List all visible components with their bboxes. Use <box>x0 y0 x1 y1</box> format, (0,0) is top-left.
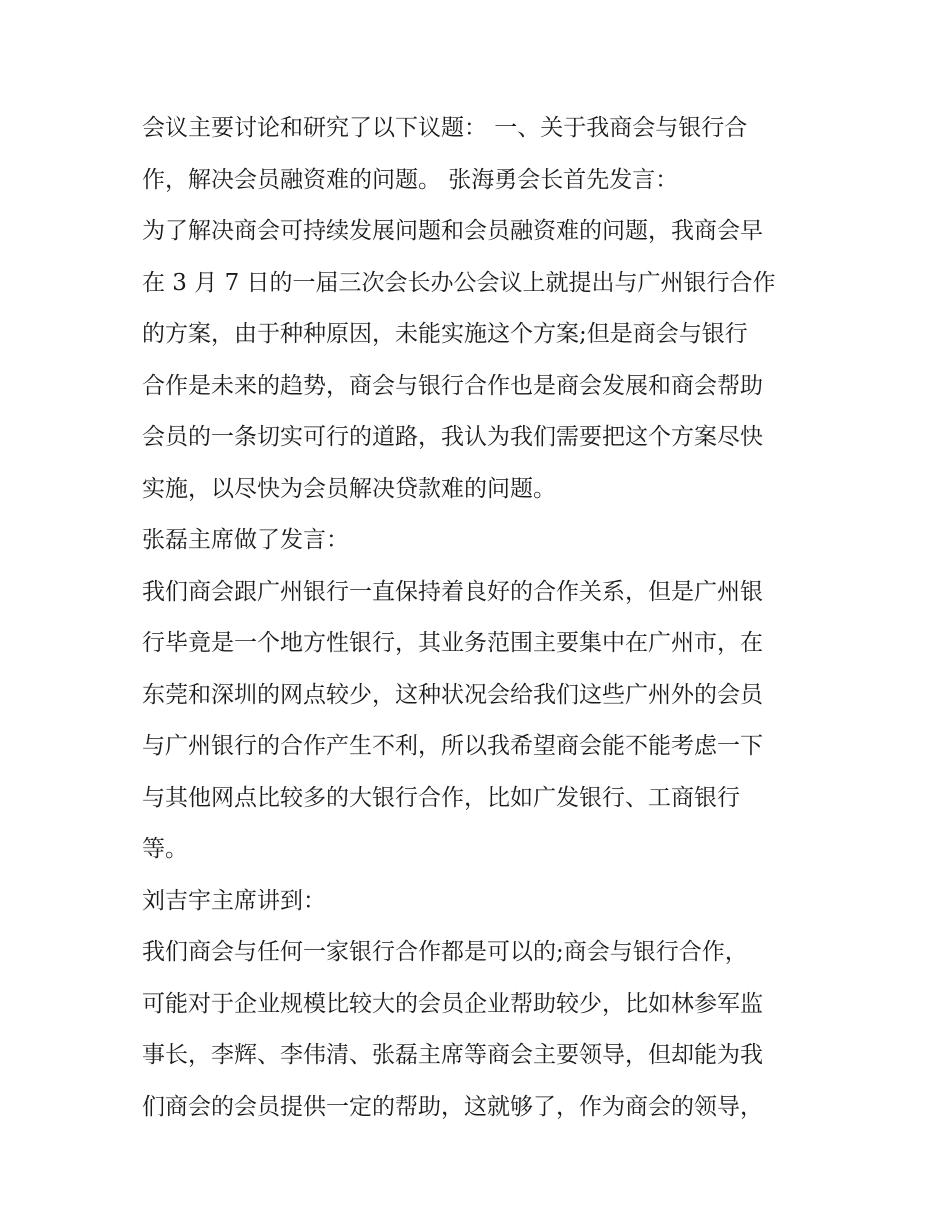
text-line: 等。 <box>142 836 188 862</box>
text-line: 我们商会与任何一家银行合作都是可以的;商会与银行合作， <box>142 939 748 965</box>
text-line: 的方案，由于种种原因，未能实施这个方案;但是商会与银行 <box>142 321 748 347</box>
speaker-heading: 张磊主席做了发言： <box>142 527 349 553</box>
text-line: 东莞和深圳的网点较少，这种状况会给我们这些广州外的会员 <box>142 681 763 708</box>
text-line: 与其他网点比较多的大银行合作，比如广发银行、工商银行 <box>142 784 740 811</box>
text-line: 会议主要讨论和研究了以下议题： 一、关于我商会与银行合 <box>142 115 748 141</box>
speaker-heading: 刘吉宇主席讲到： <box>142 887 326 914</box>
text-line: 们商会的会员提供一定的帮助，这就够了，作为商会的领导， <box>142 1093 763 1120</box>
text-line: 作，解决会员融资难的问题。 张海勇会长首先发言： <box>142 166 679 193</box>
document-body <box>142 103 822 1133</box>
text-line: 在 3 月 7 日的一届三次会长办公会议上就提出与广州银行合作 <box>142 269 776 296</box>
text-line: 会员的一条切实可行的道路，我认为我们需要把这个方案尽快 <box>142 424 763 450</box>
text-line: 我们商会跟广州银行一直保持着良好的合作关系，但是广州银 <box>142 578 763 605</box>
text-line: 合作是未来的趋势，商会与银行合作也是商会发展和商会帮助 <box>142 372 763 399</box>
text-line: 可能对于企业规模比较大的会员企业帮助较少，比如林参军监 <box>142 990 763 1017</box>
text-line: 实施，以尽快为会员解决贷款难的问题。 <box>142 475 556 502</box>
text-line: 为了解决商会可持续发展问题和会员融资难的问题，我商会早 <box>142 218 763 244</box>
text-line: 与广州银行的合作产生不利，所以我希望商会能不能考虑一下 <box>142 733 763 759</box>
text-line: 事长，李辉、李伟清、张磊主席等商会主要领导，但却能为我 <box>142 1042 763 1068</box>
text-line: 行毕竟是一个地方性银行，其业务范围主要集中在广州市，在 <box>142 630 763 656</box>
